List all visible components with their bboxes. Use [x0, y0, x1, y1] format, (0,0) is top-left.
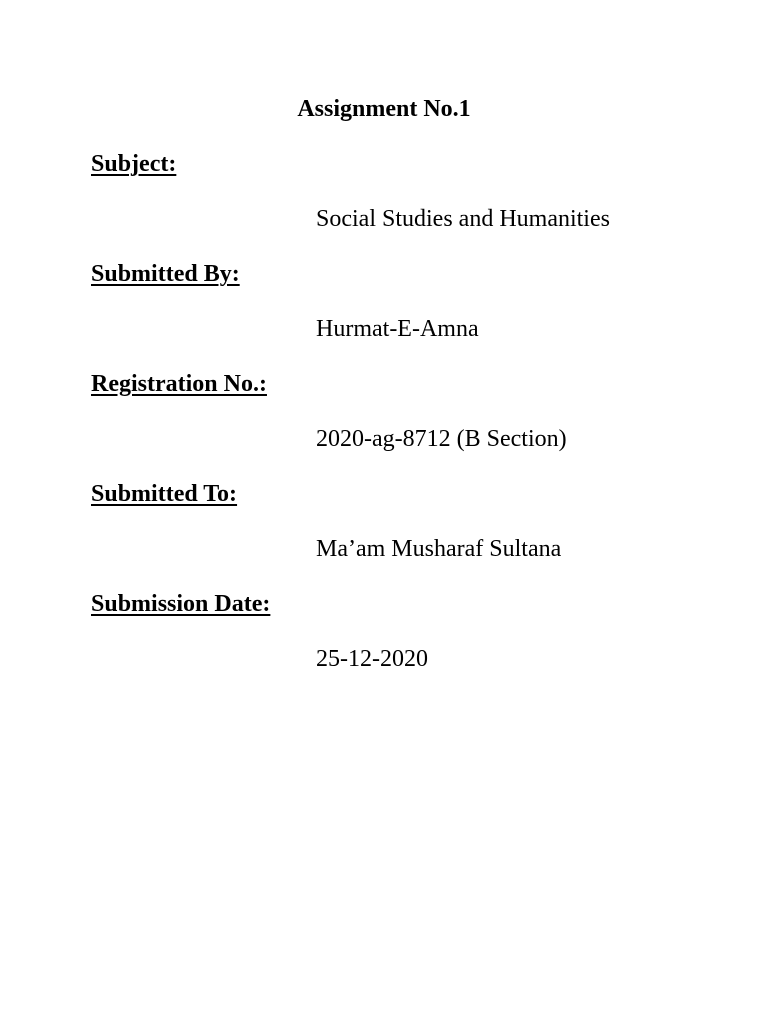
submission-date-value: 25-12-2020: [316, 646, 428, 672]
submission-date-label: Submission Date:: [91, 591, 271, 617]
document-title: Assignment No.1: [297, 96, 471, 122]
submitted-by-value: Hurmat-E-Amna: [316, 316, 479, 342]
registration-no-value: 2020-ag-8712 (B Section): [316, 426, 567, 452]
submitted-to-value: Ma’am Musharaf Sultana: [316, 536, 562, 562]
subject-value: Social Studies and Humanities: [316, 206, 610, 232]
registration-no-label: Registration No.:: [91, 371, 267, 397]
submitted-to-label: Submitted To:: [91, 481, 238, 507]
submitted-by-label: Submitted By:: [91, 261, 240, 287]
subject-label: Subject:: [91, 151, 177, 177]
